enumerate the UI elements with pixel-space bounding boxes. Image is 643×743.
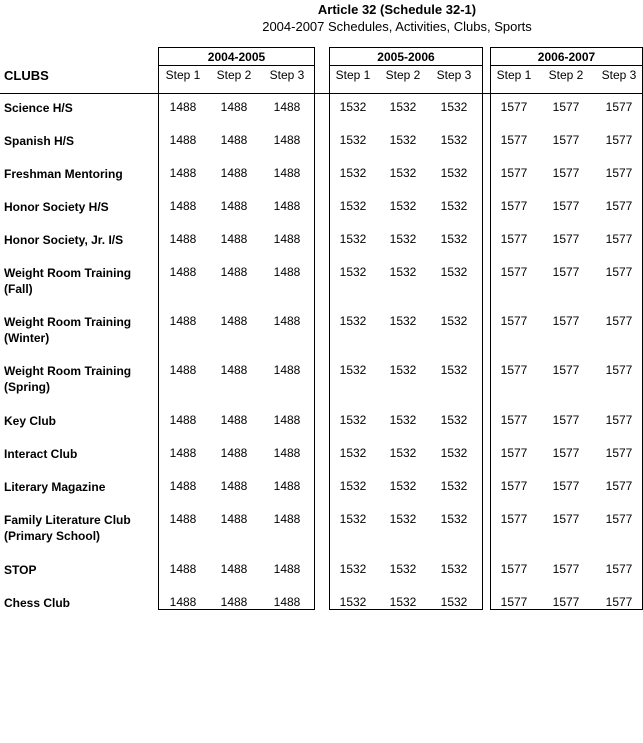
stipend-value: 1532: [440, 512, 468, 526]
year-header: 2006-2007: [537, 50, 596, 64]
stipend-value: 1488: [273, 166, 301, 180]
stipend-value: 1577: [552, 413, 580, 427]
stipend-value: 1577: [500, 479, 528, 493]
stipend-value: 1532: [339, 314, 367, 328]
stipend-value: 1488: [220, 595, 248, 609]
stipend-value: 1488: [220, 562, 248, 576]
step-header: Step 3: [601, 68, 637, 82]
year-underline: [330, 65, 482, 66]
stipend-value: 1488: [169, 133, 197, 147]
stipend-value: 1532: [440, 100, 468, 114]
stipend-value: 1532: [339, 199, 367, 213]
stipend-value: 1577: [605, 133, 633, 147]
step-header: Step 1: [165, 68, 201, 82]
stipend-value: 1488: [169, 595, 197, 609]
stipend-value: 1488: [273, 133, 301, 147]
stipend-value: 1532: [389, 265, 417, 279]
stipend-value: 1488: [220, 512, 248, 526]
stipend-value: 1577: [500, 166, 528, 180]
stipend-value: 1577: [552, 100, 580, 114]
stipend-value: 1488: [169, 166, 197, 180]
stipend-value: 1488: [220, 413, 248, 427]
year-header: 2004-2005: [207, 50, 266, 64]
club-name: Family Literature Club (Primary School): [4, 513, 131, 543]
stipend-value: 1532: [389, 314, 417, 328]
stipend-value: 1488: [220, 166, 248, 180]
club-name: Weight Room Training (Spring): [4, 364, 132, 394]
stipend-value: 1577: [605, 479, 633, 493]
stipend-value: 1488: [273, 100, 301, 114]
stipend-value: 1532: [389, 512, 417, 526]
stipend-value: 1532: [339, 166, 367, 180]
club-name: STOP: [4, 563, 37, 577]
stipend-value: 1577: [552, 199, 580, 213]
stipend-value: 1577: [552, 133, 580, 147]
stipend-value: 1488: [220, 100, 248, 114]
document-title: Article 32 (Schedule 32-1): [317, 2, 477, 17]
stipend-value: 1532: [339, 595, 367, 609]
stipend-value: 1488: [273, 562, 301, 576]
stipend-value: 1577: [552, 446, 580, 460]
stipend-value: 1488: [220, 363, 248, 377]
stipend-value: 1577: [605, 232, 633, 246]
stipend-value: 1577: [552, 562, 580, 576]
club-name: Weight Room Training (Winter): [4, 315, 132, 345]
stipend-value: 1577: [500, 363, 528, 377]
stipend-value: 1488: [220, 314, 248, 328]
stipend-value: 1488: [169, 314, 197, 328]
stipend-value: 1532: [389, 166, 417, 180]
stipend-value: 1577: [500, 413, 528, 427]
stipend-value: 1577: [500, 314, 528, 328]
stipend-value: 1577: [605, 446, 633, 460]
stipend-value: 1577: [552, 363, 580, 377]
stipend-value: 1577: [552, 232, 580, 246]
stipend-value: 1532: [440, 232, 468, 246]
stipend-value: 1577: [605, 512, 633, 526]
stipend-value: 1488: [273, 199, 301, 213]
stipend-value: 1488: [220, 232, 248, 246]
stipend-value: 1577: [552, 595, 580, 609]
stipend-value: 1532: [389, 133, 417, 147]
stipend-value: 1532: [440, 166, 468, 180]
stipend-value: 1488: [273, 413, 301, 427]
stipend-value: 1488: [169, 413, 197, 427]
club-name: Literary Magazine: [4, 480, 106, 494]
stipend-value: 1488: [220, 446, 248, 460]
stipend-value: 1488: [169, 562, 197, 576]
stipend-value: 1532: [440, 265, 468, 279]
stipend-value: 1532: [440, 479, 468, 493]
stipend-value: 1532: [389, 199, 417, 213]
stipend-value: 1577: [500, 199, 528, 213]
stipend-value: 1577: [605, 363, 633, 377]
stipend-value: 1577: [500, 595, 528, 609]
stipend-value: 1532: [389, 446, 417, 460]
stipend-value: 1532: [389, 363, 417, 377]
stipend-value: 1577: [500, 232, 528, 246]
stipend-value: 1532: [339, 562, 367, 576]
stipend-value: 1577: [552, 512, 580, 526]
stipend-value: 1532: [339, 512, 367, 526]
stipend-value: 1532: [339, 265, 367, 279]
step-header: Step 2: [385, 68, 421, 82]
stipend-value: 1488: [273, 314, 301, 328]
stipend-value: 1577: [552, 479, 580, 493]
stipend-value: 1488: [169, 512, 197, 526]
stipend-value: 1532: [339, 363, 367, 377]
stipend-value: 1488: [273, 446, 301, 460]
club-name: Honor Society H/S: [4, 200, 109, 214]
stipend-value: 1488: [169, 232, 197, 246]
step-header: Step 1: [335, 68, 371, 82]
stipend-value: 1488: [169, 100, 197, 114]
club-name: Weight Room Training (Fall): [4, 266, 132, 296]
stipend-value: 1532: [440, 133, 468, 147]
stipend-value: 1577: [605, 413, 633, 427]
stipend-value: 1532: [440, 446, 468, 460]
stipend-value: 1577: [552, 166, 580, 180]
step-header: Step 1: [496, 68, 532, 82]
stipend-value: 1532: [389, 479, 417, 493]
club-name: Honor Society, Jr. I/S: [4, 233, 124, 247]
stipend-value: 1532: [339, 479, 367, 493]
stipend-value: 1577: [605, 562, 633, 576]
stipend-value: 1577: [605, 199, 633, 213]
stipend-value: 1577: [500, 512, 528, 526]
stipend-value: 1577: [500, 133, 528, 147]
stipend-value: 1532: [389, 100, 417, 114]
stipend-value: 1577: [500, 265, 528, 279]
stipend-value: 1488: [169, 199, 197, 213]
stipend-value: 1488: [273, 512, 301, 526]
stipend-value: 1532: [339, 232, 367, 246]
stipend-value: 1532: [440, 199, 468, 213]
stipend-value: 1532: [339, 133, 367, 147]
stipend-value: 1488: [273, 265, 301, 279]
stipend-value: 1488: [273, 479, 301, 493]
step-header: Step 3: [436, 68, 472, 82]
stipend-value: 1577: [605, 595, 633, 609]
stipend-value: 1577: [552, 265, 580, 279]
stipend-value: 1577: [500, 562, 528, 576]
stipend-value: 1488: [220, 265, 248, 279]
stipend-value: 1488: [169, 363, 197, 377]
club-name: Spanish H/S: [4, 134, 75, 148]
step-header: Step 2: [216, 68, 252, 82]
stipend-value: 1488: [169, 446, 197, 460]
stipend-value: 1532: [389, 232, 417, 246]
stipend-value: 1532: [389, 562, 417, 576]
club-name: Chess Club: [4, 596, 71, 610]
stipend-value: 1488: [220, 133, 248, 147]
stipend-value: 1577: [500, 100, 528, 114]
stipend-value: 1532: [389, 595, 417, 609]
step-header: Step 2: [548, 68, 584, 82]
year-header: 2005-2006: [377, 50, 435, 64]
stipend-value: 1488: [273, 363, 301, 377]
stipend-value: 1532: [339, 413, 367, 427]
stipend-value: 1532: [440, 595, 468, 609]
stipend-value: 1532: [440, 413, 468, 427]
stipend-value: 1577: [605, 265, 633, 279]
stipend-value: 1488: [273, 232, 301, 246]
document-subtitle: 2004-2007 Schedules, Activities, Clubs, Sports: [262, 19, 532, 34]
stipend-value: 1488: [169, 479, 197, 493]
year-underline: [491, 65, 642, 66]
year-underline: [159, 65, 314, 66]
step-header: Step 3: [269, 68, 305, 82]
stipend-value: 1577: [605, 166, 633, 180]
club-name: Key Club: [4, 414, 57, 428]
stipend-value: 1577: [605, 314, 633, 328]
stipend-value: 1532: [339, 446, 367, 460]
stipend-value: 1532: [440, 363, 468, 377]
stipend-value: 1577: [500, 446, 528, 460]
stipend-value: 1488: [273, 595, 301, 609]
stipend-value: 1488: [169, 265, 197, 279]
stipend-value: 1532: [389, 413, 417, 427]
stipend-value: 1532: [440, 314, 468, 328]
stipend-value: 1488: [220, 199, 248, 213]
stipend-value: 1488: [220, 479, 248, 493]
club-name: Freshman Mentoring: [4, 167, 123, 181]
clubs-column-header: CLUBS: [4, 68, 49, 83]
club-name: Science H/S: [4, 101, 73, 115]
stipend-value: 1577: [605, 100, 633, 114]
club-name: Interact Club: [4, 447, 78, 461]
stipend-value: 1532: [440, 562, 468, 576]
stipend-value: 1577: [552, 314, 580, 328]
stipend-value: 1532: [339, 100, 367, 114]
